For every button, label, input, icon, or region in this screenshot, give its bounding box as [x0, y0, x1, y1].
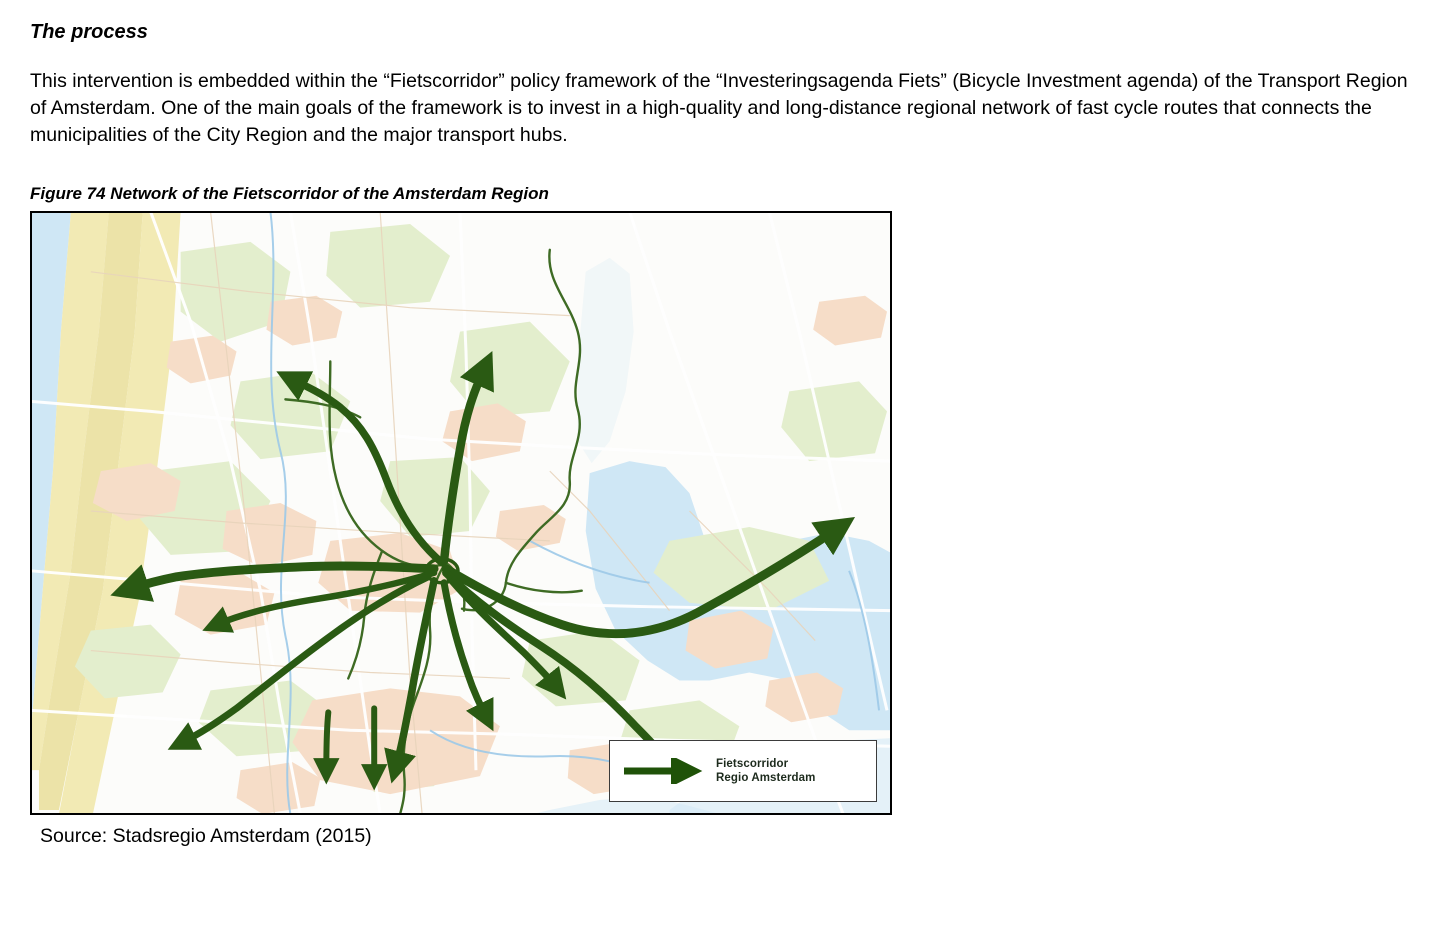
legend-line-2: Regio Amsterdam [716, 772, 816, 784]
figure-source: Source: Stadsregio Amsterdam (2015) [40, 825, 372, 847]
legend-arrow-icon [620, 758, 706, 784]
legend-text [716, 757, 816, 785]
map-graphic [31, 212, 891, 814]
figure-caption: Figure 74 Network of the Fietscorridor of the Amsterdam Region [30, 184, 549, 203]
map-legend [609, 740, 877, 802]
figure-image [30, 211, 892, 815]
legend-line-1: Fietscorridor [716, 758, 789, 770]
page-title: The process [30, 21, 148, 43]
body-paragraph: This intervention is embedded within the “Fietscorridor” policy framework of the “Investeringsagenda Fiets” (Bicycle Investment agenda) of the Transport Region of Amsterdam. One of the main goals of the framework is to invest in a high-quality and long-distance regional network of fast cycle routes that connects the municipalities of the City Region and the major transport hubs. [30, 70, 1408, 146]
